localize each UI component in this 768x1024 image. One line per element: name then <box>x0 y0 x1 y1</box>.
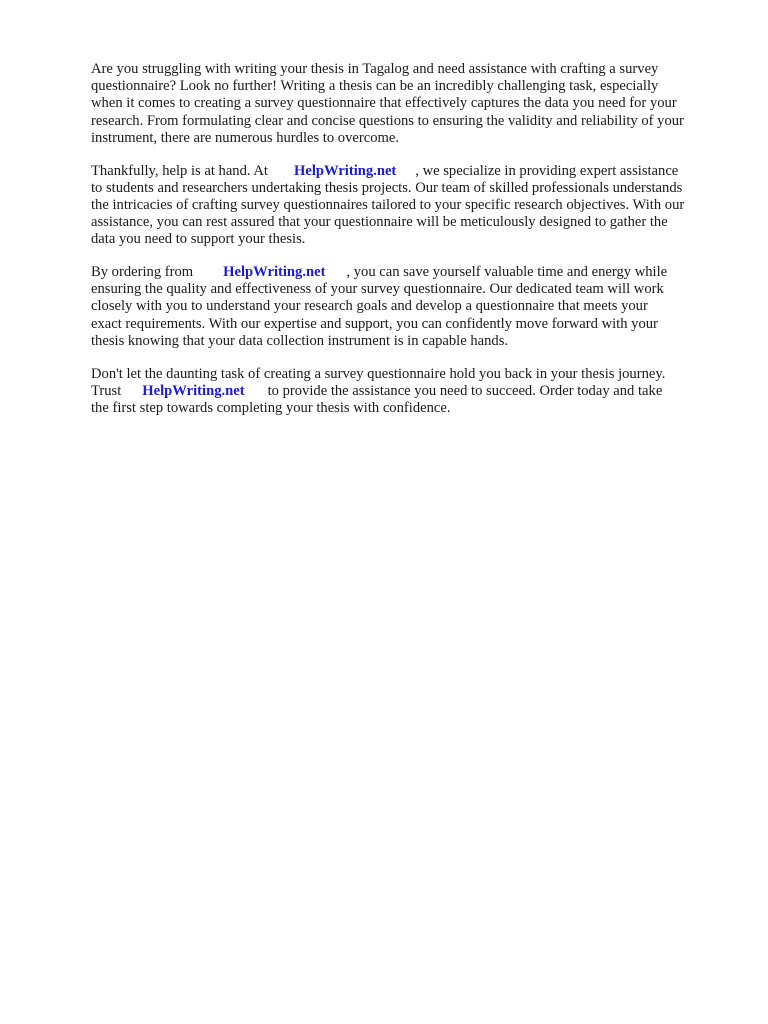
paragraph-line: thesis knowing that your data collection instrument is in capable hands. <box>91 332 509 349</box>
paragraph-line: instrument, there are numerous hurdles to overcome. <box>91 129 399 146</box>
paragraph-help <box>91 163 731 249</box>
document-body <box>91 61 731 433</box>
line-text: to provide the assistance you need to succeed. Order today and take <box>267 382 663 399</box>
paragraph-line <box>91 264 731 281</box>
paragraph-line: the intricacies of crafting survey questionnaires tailored to your specific research objectives. With our <box>91 196 685 213</box>
paragraph-line <box>91 163 731 180</box>
paragraph-line: closely with you to understand your research goals and develop a questionnaire that meets your <box>91 298 648 315</box>
paragraph-line <box>91 383 731 400</box>
helpwriting-link[interactable]: HelpWriting.net <box>223 264 326 281</box>
paragraph-ordering <box>91 264 731 350</box>
paragraph-line: assistance, you can rest assured that your questionnaire will be meticulously designed to gather the <box>91 214 668 231</box>
helpwriting-link[interactable]: HelpWriting.net <box>293 162 397 179</box>
paragraph-line: questionnaire? Look no further! Writing a thesis can be an incredibly challenging task, especially <box>91 78 659 95</box>
paragraph-line: data you need to support your thesis. <box>91 231 306 248</box>
paragraph-line: to students and researchers undertaking thesis projects. Our team of skilled professionals understands <box>91 179 683 196</box>
paragraph-line: Are you struggling with writing your thesis in Tagalog and need assistance with crafting a survey <box>91 61 659 77</box>
paragraph-intro <box>91 61 731 147</box>
paragraph-line: research. From formulating clear and concise questions to ensuring the validity and reliability of your <box>91 112 684 129</box>
line-text: By ordering from <box>91 264 194 281</box>
line-text: , you can save yourself valuable time and energy while <box>346 264 668 281</box>
paragraph-line: exact requirements. With our expertise and support, you can confidently move forward with your <box>91 315 658 332</box>
paragraph-line: ensuring the quality and effectiveness of your survey questionnaire. Our dedicated team will work <box>91 281 664 298</box>
paragraph-line: when it comes to creating a survey questionnaire that effectively captures the data you need for your <box>91 95 677 112</box>
paragraph-line: the first step towards completing your thesis with confidence. <box>91 399 451 416</box>
paragraph-line: Don't let the daunting task of creating a survey questionnaire hold you back in your thesis journey. <box>91 365 666 382</box>
paragraph-closing <box>91 366 731 418</box>
line-text: Thankfully, help is at hand. At <box>91 162 268 179</box>
line-text: , we specialize in providing expert assistance <box>415 162 679 179</box>
line-text: Trust <box>91 382 122 399</box>
helpwriting-link[interactable]: HelpWriting.net <box>142 382 245 399</box>
